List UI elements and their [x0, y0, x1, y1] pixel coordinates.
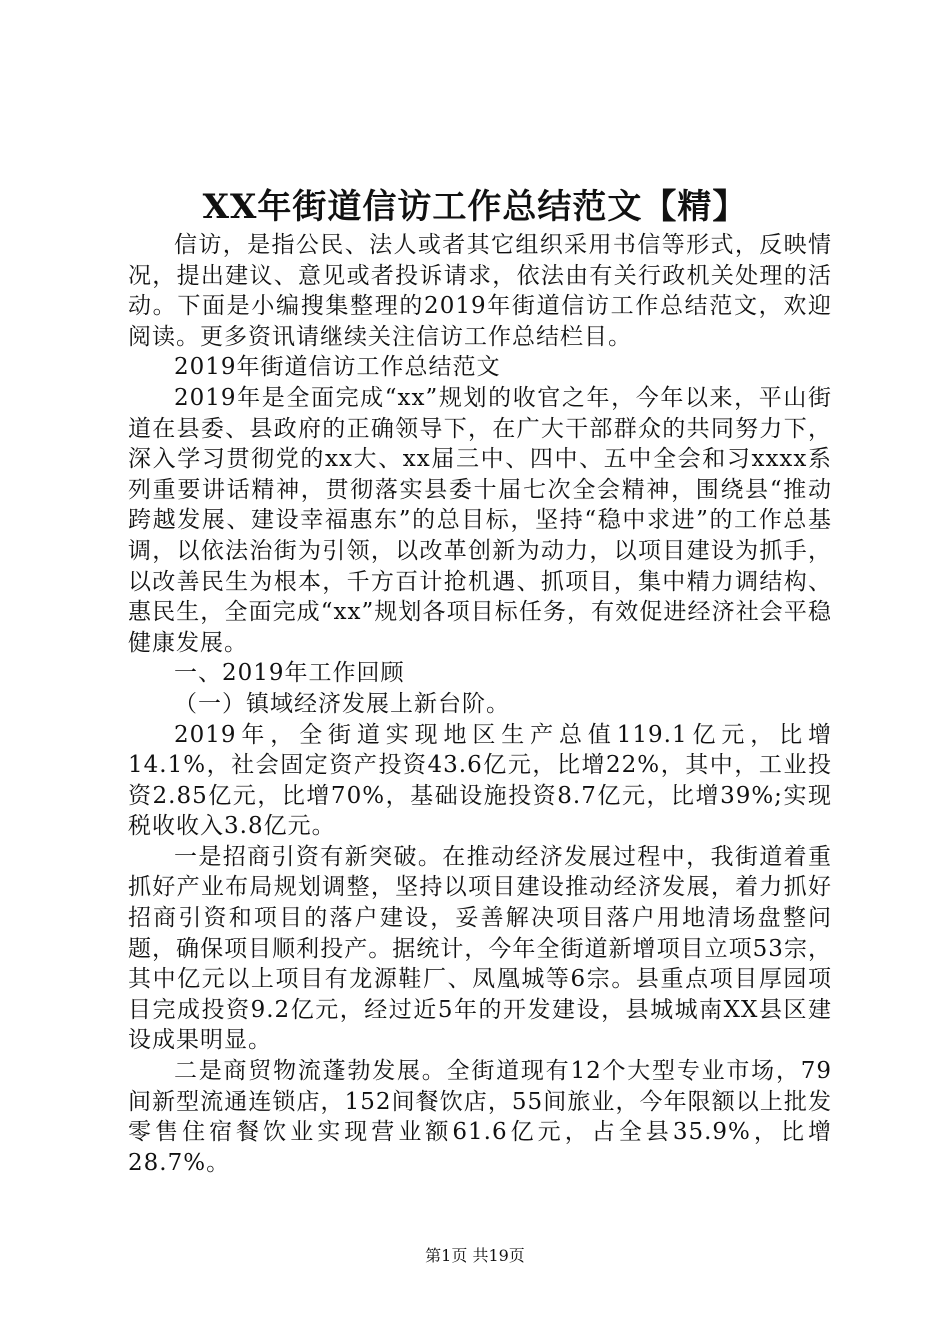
- overview-paragraph: 2019年是全面完成“xx”规划的收官之年，今年以来，平山街道在县委、县政府的正确领导下，在广大干部群众的共同努力下，深入学习贯彻党的xx大、xx届三中、四中、五中全会和习xxxx系列重要讲话精神，贯彻落实县委十届七次全会精神，围绕县“推动跨越发展、建设幸福惠东”的总目标，坚持“稳中求进”的工作总基调，以依法治街为引领，以改革创新为动力，以项目建设为抓手，以改善民生为根本，千方百计抢机遇、抓项目，集中精力调结构、惠民生，全面完成“xx”规划各项目标任务，有效促进经济社会平稳健康发展。: [128, 384, 832, 656]
- subtitle-paragraph: 2019年街道信访工作总结范文: [174, 354, 501, 381]
- subsection-heading: （一）镇域经济发展上新台阶。: [174, 690, 510, 717]
- economy-paragraph: 2019年，全街道实现地区生产总值119.1亿元，比增14.1%，社会固定资产投资43.6亿元，比增22%，其中，工业投资2.85亿元，比增70%，基础设施投资8.7亿元，比增39%;实现税收收入3.8亿元。: [128, 721, 832, 840]
- commerce-paragraph: 二是商贸物流蓬勃发展。全街道现有12个大型专业市场，79间新型流通连锁店，152间餐饮店，55间旅业，今年限额以上批发零售住宿餐饮业实现营业额61.6亿元，占全县35.9%，比增28.7%。: [128, 1058, 832, 1176]
- page-number: 第1页 共19页: [425, 1246, 525, 1265]
- investment-paragraph: 一是招商引资有新突破。在推动经济发展过程中，我街道着重抓好产业布局规划调整，坚持以项目建设推动经济发展，着力抓好招商引资和项目的落户建设，妥善解决项目落户用地清场盘整问题，确保项目顺利投产。据统计，今年全街道新增项目立项53宗，其中亿元以上项目有龙源鞋厂、凤凰城等6宗。县重点项目厚园项目完成投资9.2亿元，经过近5年的开发建设，县城城南XX县区建设成果明显。: [128, 843, 832, 1054]
- intro-paragraph: 信访，是指公民、法人或者其它组织采用书信等形式，反映情况，提出建议、意见或者投诉请求，依法由有关行政机关处理的活动。下面是小编搜集整理的2019年街道信访工作总结范文，欢迎阅读。更多资讯请继续关注信访工作总结栏目。: [128, 232, 832, 350]
- document-title: XX年街道信访工作总结范文【精】: [202, 187, 748, 227]
- section-heading: 一、2019年工作回顾: [174, 660, 405, 687]
- document-body: [128, 230, 832, 1178]
